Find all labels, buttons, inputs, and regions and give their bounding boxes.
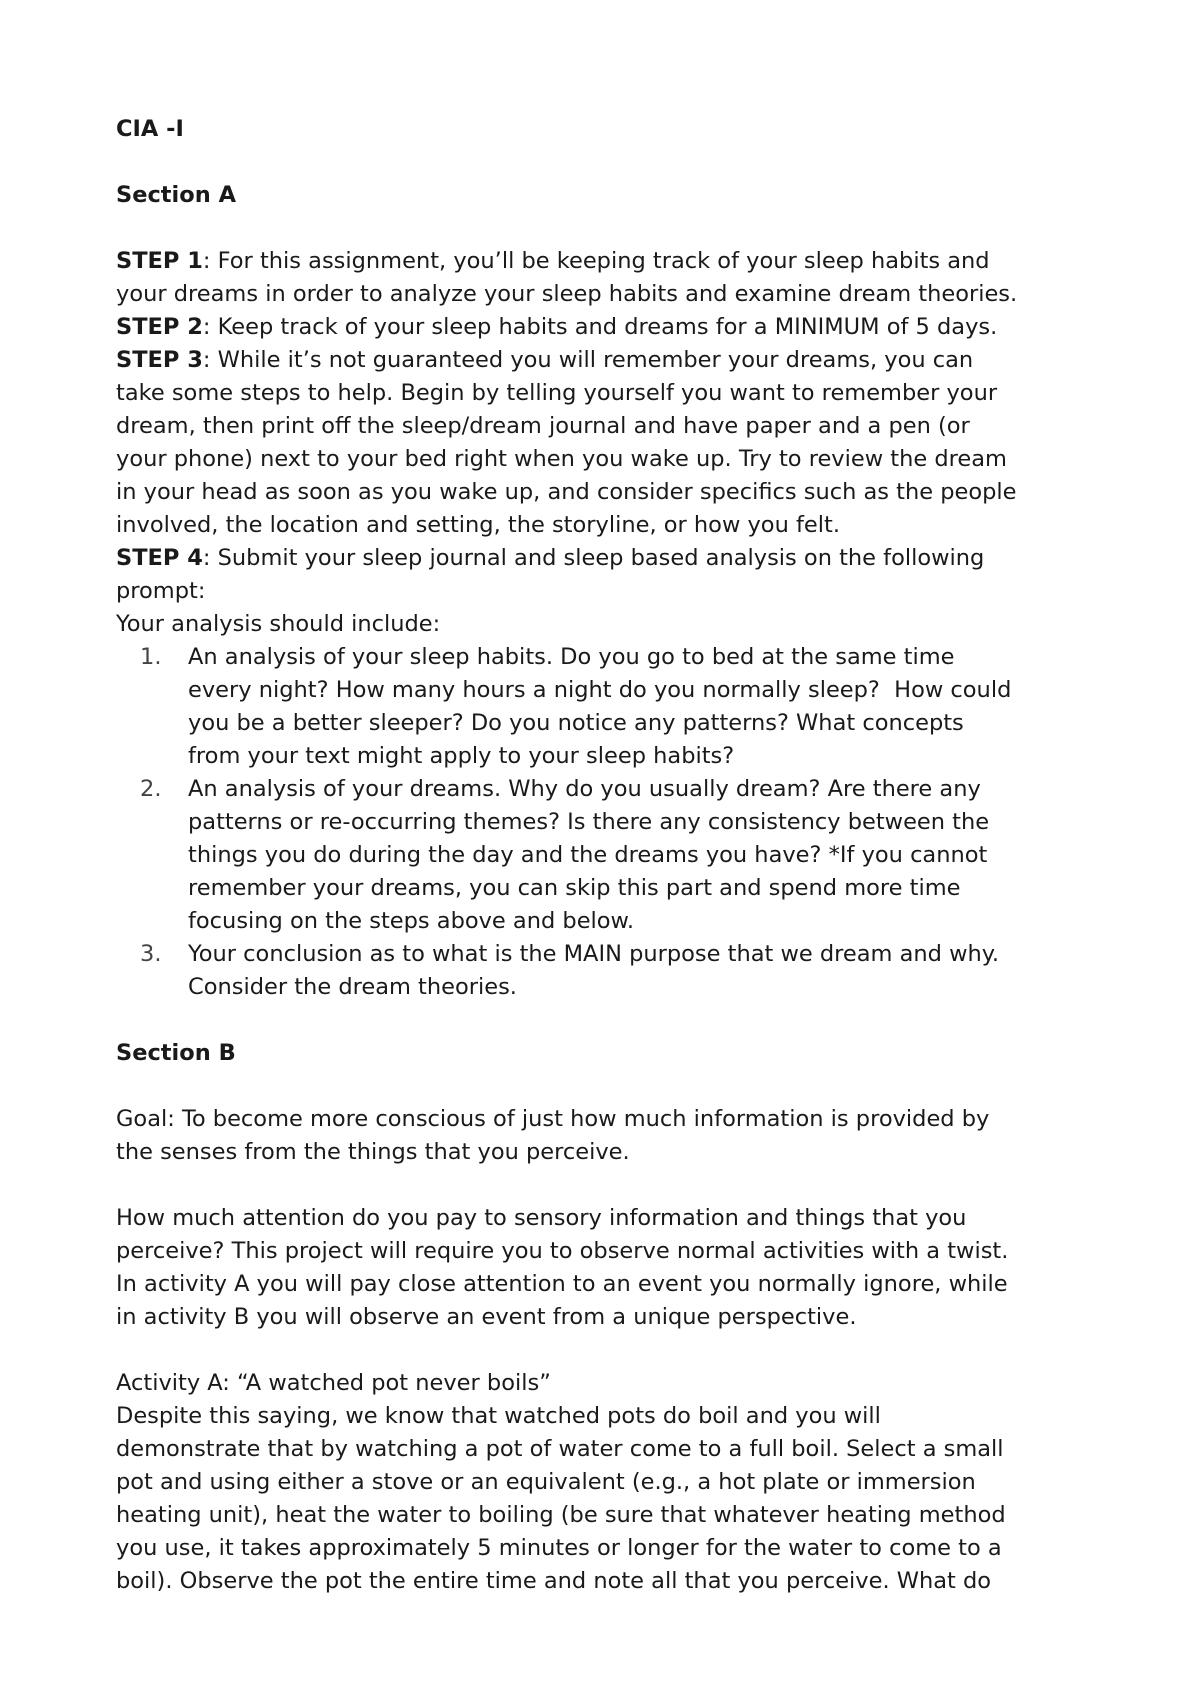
activity-a-line: demonstrate that by watching a pot of water come to a full boil. Select a small <box>116 1436 1004 1462</box>
list-line: focusing on the steps above and below. <box>188 908 635 934</box>
document-title: CIA -I <box>116 116 184 142</box>
list-line: An analysis of your sleep habits. Do you go to bed at the same time <box>188 644 955 670</box>
step-3-text: your phone) next to your bed right when you wake up. Try to review the dream <box>116 446 1007 472</box>
step-3-text: in your head as soon as you wake up, and consider specifics such as the people <box>116 479 1017 505</box>
step-4-text: : Submit your sleep journal and sleep based analysis on the following <box>202 545 985 571</box>
goal-line: Goal: To become more conscious of just how much information is provided by <box>116 1106 990 1132</box>
step-1-text: your dreams in order to analyze your sleep habits and examine dream theories. <box>116 281 1018 307</box>
spacer <box>116 146 1116 179</box>
section-b-heading: Section B <box>116 1040 236 1066</box>
goal-line: the senses from the things that you perceive. <box>116 1139 630 1165</box>
step-3-text: involved, the location and setting, the storyline, or how you felt. <box>116 512 840 538</box>
list-number: 2. <box>140 776 162 802</box>
list-line: from your text might apply to your sleep habits? <box>188 743 735 769</box>
list-item-text <box>116 641 1116 773</box>
step-3 <box>116 344 1116 542</box>
intro-line: perceive? This project will require you to observe normal activities with a twist. <box>116 1238 1009 1264</box>
step-4-label: STEP 4 <box>116 545 203 571</box>
step-2 <box>116 311 1116 344</box>
list-line: you be a better sleeper? Do you notice any patterns? What concepts <box>188 710 964 736</box>
activity-a-paragraph <box>116 1400 1116 1598</box>
intro-line: in activity B you will observe an event from a unique perspective. <box>116 1304 857 1330</box>
activity-a-line: heating unit), heat the water to boiling (be sure that whatever heating method <box>116 1502 1006 1528</box>
intro-line: How much attention do you pay to sensory information and things that you <box>116 1205 967 1231</box>
step-3-line <box>116 344 1116 377</box>
step-3-text: take some steps to help. Begin by telling yourself you want to remember your <box>116 380 998 406</box>
step-1-label: STEP 1 <box>116 248 203 274</box>
step-3-text: : While it’s not guaranteed you will remember your dreams, you can <box>202 347 974 373</box>
spacer <box>116 1004 1116 1037</box>
analysis-intro: Your analysis should include: <box>116 611 441 637</box>
activity-a-line: Despite this saying, we know that watched pots do boil and you will <box>116 1403 881 1429</box>
list-number: 1. <box>140 644 162 670</box>
spacer <box>116 1334 1116 1367</box>
step-4-text: prompt: <box>116 578 206 604</box>
step-1-line <box>116 245 1116 278</box>
list-line: things you do during the day and the dreams you have? *If you cannot <box>188 842 988 868</box>
step-3-text: dream, then print off the sleep/dream journal and have paper and a pen (or <box>116 413 970 439</box>
step-4-line <box>116 542 1116 575</box>
activity-a-line: you use, it takes approximately 5 minutes or longer for the water to come to a <box>116 1535 1002 1561</box>
step-2-line <box>116 311 1116 344</box>
list-line: patterns or re-occurring themes? Is there any consistency between the <box>188 809 990 835</box>
step-2-label: STEP 2 <box>116 314 203 340</box>
step-2-text: : Keep track of your sleep habits and dreams for a MINIMUM of 5 days. <box>202 314 998 340</box>
step-3-label: STEP 3 <box>116 347 203 373</box>
list-item <box>116 641 1116 773</box>
intro-paragraph <box>116 1202 1116 1334</box>
document-page <box>116 113 1116 1598</box>
list-number: 3. <box>140 941 162 967</box>
list-item <box>116 938 1116 1004</box>
list-line: Consider the dream theories. <box>188 974 517 1000</box>
intro-line: In activity A you will pay close attention to an event you normally ignore, while <box>116 1271 1008 1297</box>
goal-paragraph <box>116 1103 1116 1169</box>
step-1-text: : For this assignment, you’ll be keeping track of your sleep habits and <box>202 248 990 274</box>
list-line: An analysis of your dreams. Why do you usually dream? Are there any <box>188 776 981 802</box>
list-line: remember your dreams, you can skip this part and spend more time <box>188 875 961 901</box>
analysis-list <box>116 641 1116 1004</box>
step-1 <box>116 245 1116 311</box>
activity-a-line: boil). Observe the pot the entire time and note all that you perceive. What do <box>116 1568 992 1594</box>
spacer <box>116 1169 1116 1202</box>
list-line: every night? How many hours a night do you normally sleep? How could <box>188 677 1012 703</box>
spacer <box>116 1070 1116 1103</box>
list-item <box>116 773 1116 938</box>
section-a-heading: Section A <box>116 182 236 208</box>
list-line: Your conclusion as to what is the MAIN purpose that we dream and why. <box>188 941 1000 967</box>
activity-a-title: Activity A: “A watched pot never boils” <box>116 1370 551 1396</box>
step-4 <box>116 542 1116 608</box>
spacer <box>116 212 1116 245</box>
list-item-text <box>116 773 1116 938</box>
list-item-text <box>116 938 1116 1004</box>
activity-a-line: pot and using either a stove or an equivalent (e.g., a hot plate or immersion <box>116 1469 976 1495</box>
